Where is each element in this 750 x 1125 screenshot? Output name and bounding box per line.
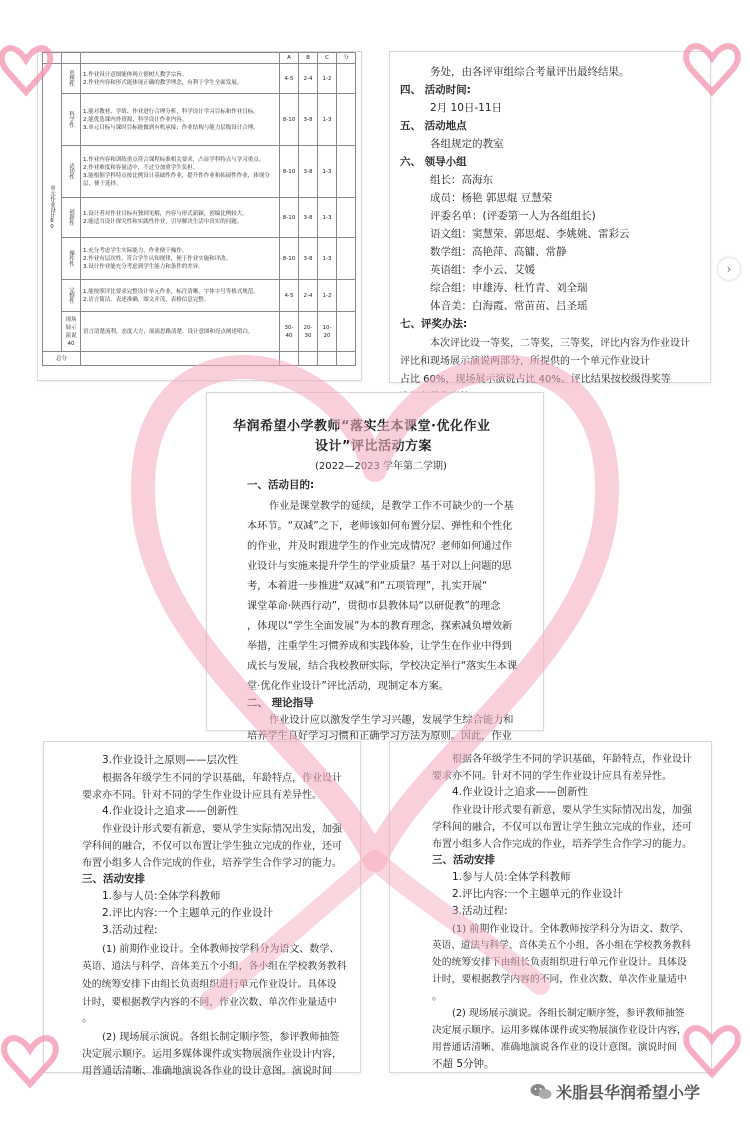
criterion-label: 科学性 bbox=[62, 94, 81, 146]
text-line: 4.作业设计之追求——创新性 bbox=[452, 786, 589, 798]
score-b: 3-8 bbox=[299, 146, 318, 198]
section-heading: 三、活动安排 bbox=[82, 873, 145, 885]
criterion-label: 创新性 bbox=[62, 198, 81, 238]
text-line: 要求亦不同。针对不同的学生作业设计应具有差异性。 bbox=[432, 771, 672, 782]
text-line: 计时，要根据教学内容的不同，作业次数、单次作业量适中 bbox=[432, 974, 687, 985]
criterion-item: 1.作业内容和训练重点符合课程标准相关要求，凸显学科特点与学习重点。 bbox=[83, 156, 265, 163]
text-line: 处的统筹安排下由组长负责组织进行单元作业设计。具体设 bbox=[82, 979, 337, 990]
criterion-item: 3.单元目标与课时目标能做到有机承接；作业结构与能力层级设计合理。 bbox=[83, 124, 259, 131]
text-line: 组长：高海东 bbox=[430, 174, 493, 186]
document-subtitle: (2022—2023 学年第二学期) bbox=[315, 461, 447, 472]
schedule-lines bbox=[390, 52, 710, 385]
text-line: 务处，由各评审组综合考量评出最终结果。 bbox=[430, 66, 630, 78]
text-line: 数学组：高艳萍、高镛、常静 bbox=[430, 246, 567, 258]
rubric-row bbox=[43, 238, 356, 280]
score-b: 3-8 bbox=[299, 198, 318, 238]
text-line: 成员：杨艳 郭思焜 豆慧荣 bbox=[430, 192, 553, 204]
score-c: 1-2 bbox=[318, 64, 337, 94]
rubric-table bbox=[42, 52, 356, 366]
wechat-icon bbox=[530, 1083, 552, 1101]
text-line: 堂·优化作业设计”评比活动，现制定本方案。 bbox=[247, 681, 450, 692]
text-line: 根据各年级学生不同的学识基础，年龄特点，作业设计 bbox=[452, 754, 692, 765]
criterion-item: 2.作业难度和容量适中，不过分加重学生负担。 bbox=[83, 164, 199, 171]
text-line: 考，本着进一步推进“双减”和“五项管理”，扎实开展“ bbox=[247, 581, 488, 592]
score-c: 1-3 bbox=[318, 198, 337, 238]
plan-title-page bbox=[207, 393, 543, 742]
rubric-row bbox=[43, 146, 356, 198]
text-line: 3.活动过程: bbox=[452, 905, 508, 917]
text-line: 。 bbox=[432, 990, 443, 1002]
total-label: 总分 bbox=[43, 352, 81, 366]
criterion-label: 思想性 bbox=[62, 64, 81, 94]
text-line: 作业设计应以激发学生学习兴趣，发展学生综合能力和 bbox=[269, 715, 514, 726]
score-c: 1-2 bbox=[318, 280, 337, 312]
text-line: 布置小组多人合作完成的作业，培养学生合作学习的能力。 bbox=[432, 839, 692, 850]
text-line: 2.评比内容:一个主题单元的作业设计 bbox=[102, 907, 274, 919]
criterion-item: 2.作业内容和形式能体现正确的教学理念，有利于学生全面发展。 bbox=[83, 79, 243, 86]
text-line: 4.作业设计之追求——创新性 bbox=[102, 805, 239, 817]
section-heading: 五、 活动地点 bbox=[400, 120, 467, 132]
text-line: 1.参与人员:全体学科教师 bbox=[452, 871, 571, 883]
text-line: 学科间的融合，不仅可以布置让学生独立完成的作业，还可 bbox=[82, 841, 342, 852]
text-line: 3.活动过程: bbox=[102, 924, 158, 936]
text-line: 不超 5分钟。 bbox=[432, 1058, 495, 1070]
rubric-row-top bbox=[43, 64, 356, 94]
text-line: 占比 60%，现场展示演说占比 40%。评比结果按校级得奖等 bbox=[400, 374, 671, 385]
score-a: 8-10 bbox=[280, 94, 299, 146]
grade-a: A bbox=[280, 53, 299, 64]
wechat-watermark bbox=[530, 1080, 700, 1103]
score-c: 1-3 bbox=[318, 146, 337, 198]
section-heading: 三、活动安排 bbox=[432, 854, 495, 866]
criterion-item: 1.设计者对作业目标有独到见解，内容与形式新颖，创编比例较大。 bbox=[83, 210, 248, 217]
text-line: 体音美：白海霞、常苗苗、吕圣瑶 bbox=[430, 300, 588, 312]
rubric-row-demo bbox=[43, 312, 356, 352]
text-line: 学科间的融合，不仅可以布置让学生独立完成的作业，还可 bbox=[432, 822, 692, 833]
document-title-line2: 设计”评比活动方案 bbox=[315, 439, 433, 454]
text-line: 本环节。“双减”之下，老师该如何布置分层、弹性和个性化 bbox=[247, 521, 513, 532]
arrangement-lines-left bbox=[44, 742, 360, 1077]
text-line: 决定展示顺序。运用多媒体课件或实物展演作业设计内容， bbox=[82, 1049, 342, 1060]
grade-b: B bbox=[299, 53, 318, 64]
score-a: 30-40 bbox=[280, 312, 299, 352]
score-a: 8-10 bbox=[280, 238, 299, 280]
score-a: 4-5 bbox=[280, 280, 299, 312]
section-heading: 六、 领导小组 bbox=[400, 156, 467, 168]
text-line: (1) 前期作业设计。全体教师按学科分为语文、数学、 bbox=[102, 944, 340, 955]
text-line: 评比和现场展示演说两部分，所提供的一个单元作业设计 bbox=[400, 356, 650, 367]
criterion-label: 现场展示演说40 bbox=[62, 312, 81, 352]
arrangement-lines-right bbox=[390, 742, 711, 1072]
score-b: 3-8 bbox=[299, 94, 318, 146]
text-line: 举措，注重学生习惯养成和实践体验，让学生在作业中得到 bbox=[247, 641, 512, 652]
text-line: 培养学生良好学习习惯和正确学习方法为原则。因此，作业 bbox=[247, 731, 512, 742]
criterion-item: 1.能对教材、学情、作业进行合理分析，科学设计学习目标和作业目标。 bbox=[83, 108, 259, 115]
criterion-item: 3.能根据学科特点按比例设计基础性作业，提升性作业和拓展性作业，体现分层，便于选择。 bbox=[83, 172, 270, 187]
text-line: 本次评比设一等奖，二等奖，三等奖，评比内容为作业设计 bbox=[430, 338, 690, 349]
score-b: 2-4 bbox=[299, 280, 318, 312]
text-line: 英语、道法与科学、音体美五个小组，各小组在学校教务教科 bbox=[82, 961, 347, 972]
text-line: 2月 10日-11日 bbox=[430, 102, 503, 114]
grade-c: C bbox=[318, 53, 337, 64]
score-b: 20-30 bbox=[299, 312, 318, 352]
score-a: 4-5 bbox=[280, 64, 299, 94]
text-line: 的作业，并及时跟进学生的作业完成情况？老师如何通过作 bbox=[247, 541, 512, 552]
document-title: 华润希望小学教师“落实生本课堂·优化作业 bbox=[233, 419, 491, 434]
text-line: 1.参与人员:全体学科教师 bbox=[102, 890, 221, 902]
criterion-label: 适切性 bbox=[62, 146, 81, 198]
criterion-label: 完整性 bbox=[62, 280, 81, 312]
text-line: 英语、道法与科学、音体美五个小组，各小组在学校教务教科 bbox=[432, 940, 692, 951]
score-c: 1-3 bbox=[318, 238, 337, 280]
group-label: 单元作业设计60 bbox=[43, 64, 62, 352]
plan-lines bbox=[207, 393, 543, 742]
text-line: 评委名单：(评委第一人为各组组长) bbox=[430, 210, 596, 222]
text-line: 综合组：申雄涛、杜竹青、刘全瑞 bbox=[430, 282, 588, 294]
text-line: (2) 现场展示演说。各组长制定顺序签，参评教师抽签 bbox=[452, 1008, 685, 1019]
rubric-page bbox=[38, 52, 361, 380]
arrangement-page-right bbox=[390, 742, 711, 1072]
text-line: 语文组：窦慧荣、郭思焜、李姚姚、雷彩云 bbox=[430, 228, 630, 240]
text-line: 作业设计形式要有新意，要从学生实际情况出发，加强 bbox=[102, 824, 342, 835]
criterion-item: 语言清楚流利，态度大方，展演思路清楚，设计意图和亮点阐述明白。 bbox=[81, 312, 280, 352]
criterion-item: 2.能适当设计探究性和实践性作业，引导解决生活中真实的问题。 bbox=[83, 218, 243, 225]
rubric-header-row bbox=[43, 53, 356, 64]
score-b: 3-8 bbox=[299, 238, 318, 280]
schedule-page bbox=[390, 52, 710, 385]
text-line: 用普通话清晰、准确地演说各作业的设计意图。演说时间 bbox=[82, 1066, 332, 1077]
text-line: 要求亦不同。针对不同的学生作业设计应具有差异性。 bbox=[82, 790, 322, 801]
text-line: 英语组：李小云、艾媛 bbox=[430, 264, 535, 276]
score-a: 8-10 bbox=[280, 146, 299, 198]
criterion-item: 1.充分考虑学生实际能力，作业便于操作。 bbox=[83, 247, 188, 254]
text-line: 计时，要根据教学内容的不同，作业次数、单次作业量适中 bbox=[82, 997, 337, 1008]
text-line: 用普通话清晰、准确地演说各作业的设计意图。演说时间 bbox=[432, 1042, 677, 1053]
criterion-label: 操作性 bbox=[62, 238, 81, 280]
text-line: 作业是课堂教学的延续，是教学工作不可缺少的一个基 bbox=[269, 501, 514, 512]
rubric-row bbox=[43, 198, 356, 238]
page-scroll-button[interactable]: › bbox=[718, 258, 740, 280]
score-c: 10-20 bbox=[318, 312, 337, 352]
section-heading: 七、评奖办法: bbox=[400, 318, 468, 330]
grade-score: 分 bbox=[337, 53, 356, 64]
rubric-row-total bbox=[43, 352, 356, 366]
arrangement-page-left bbox=[44, 742, 360, 1077]
rubric-row bbox=[43, 94, 356, 146]
text-line: 处的统筹安排下由组长负责组织进行单元作业设计。具体设 bbox=[432, 957, 687, 968]
text-line: 作业设计形式要有新意，要从学生实际情况出发，加强 bbox=[452, 805, 692, 816]
text-line: 课堂革命·陕西行动”，贯彻市县教体局“以研促教”的理念 bbox=[247, 601, 501, 612]
text-line: 根据各年级学生不同的学识基础，年龄特点，作业设计 bbox=[102, 773, 342, 784]
section-heading: 二、 理论指导 bbox=[247, 697, 314, 709]
criterion-item: 1.能按照评比要求完整设计单元作业，标注清晰，字体字号等格式规范。 bbox=[83, 288, 259, 295]
text-line: (1) 前期作业设计。全体教师按学科分为语文、数学、 bbox=[452, 924, 690, 935]
criterion-item: 3.设计作业能充分考虑到学生能力和条件的差异。 bbox=[83, 263, 204, 270]
score-a: 8-10 bbox=[280, 198, 299, 238]
text-line: 布置小组多人合作完成的作业，培养学生合作学习的能力。 bbox=[82, 858, 342, 869]
score-c: 1-3 bbox=[318, 94, 337, 146]
score-b: 2-4 bbox=[299, 64, 318, 94]
criterion-item: 2.作业有层次性，符合学生认知规律，便于作业实施和评改。 bbox=[83, 255, 232, 262]
text-line: 业设计与实施来提升学生的学业质量？基于对以上问题的思 bbox=[247, 561, 512, 572]
section-heading: 一、活动目的: bbox=[247, 479, 315, 491]
text-line: 。 bbox=[82, 1012, 93, 1024]
criterion-item: 2.语言简洁、表述准确，图文并茂，表格信息完整。 bbox=[83, 296, 210, 303]
rubric-row bbox=[43, 280, 356, 312]
text-line: ，体现以“学生全面发展”为本的教育理念，探索减负增效新 bbox=[247, 621, 513, 632]
text-line: (2) 现场展示演说。各组长制定顺序签，参评教师抽签 bbox=[102, 1032, 340, 1043]
criterion-item: 2.能优选课内外资源，科学设计作业内容。 bbox=[83, 116, 188, 123]
text-line: 各组规定的教室 bbox=[430, 138, 504, 150]
text-line: 2.评比内容:一个主题单元的作业设计 bbox=[452, 888, 624, 900]
account-name: 米脂县华润希望小学 bbox=[556, 1083, 701, 1102]
section-heading: 四、 活动时间: bbox=[400, 84, 471, 96]
text-line: 成长与发展，结合我校教研实际，学校决定举行“落实生本课 bbox=[247, 661, 518, 672]
text-line: 3.作业设计之原则——层次性 bbox=[102, 754, 239, 766]
text-line: 决定展示顺序。运用多媒体课件或实物展演作业设计内容， bbox=[432, 1025, 687, 1036]
criterion-item: 1.作业设计意图能体现立德树人教学宗旨。 bbox=[83, 71, 188, 78]
